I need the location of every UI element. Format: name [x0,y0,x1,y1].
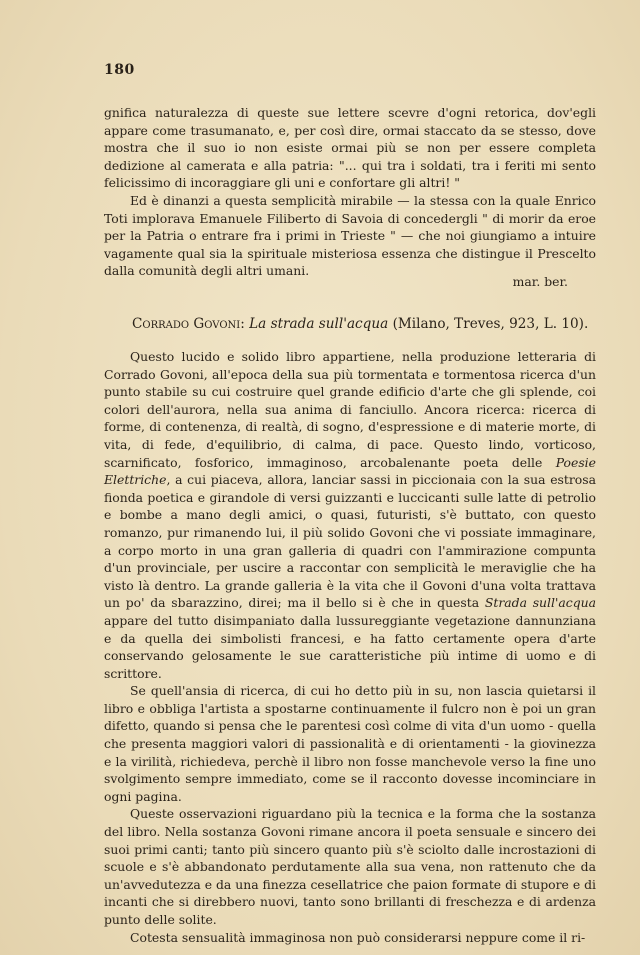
review-body [104,348,596,946]
review-paragraph: Se quell'ansia di ricerca, di cui ho detto più in su, non lascia quietarsi il libro e obbliga l'artista a spostarne continuamente il fulcro non è poi un gran difetto, quando si pensa che le parentesi così colme di vita d'un uomo - quella che presenta maggiori valori di passionalità e di orientamenti - la giovinezza e la virilità, richiedeva, perchè il libro non fosse manchevole verso la fine uno svolgimento sempre immediato, come se il racconto dovesse incominciare in ogni pagina. [104,683,596,804]
review-text: Questo lucido e solido libro appartiene, nella produzione letteraria di Corrado Govoni, all'epoca della sua più tormentata e tormentosa ricerca d'un punto stabile su cui costruire quel grande edificio d'arte che gli splende, coi colori dell'aurora, nella sua anima di fanciullo. Ancora ricerca: ricerca di forme, di contenenza, di realtà, di sogno, d'espressione e di materie morte, di vita, di fede, d'equilibrio, di calma, di pace. Questo lindo, vorticoso, scarnificato, fosforico, immaginoso, arcobalenante poeta delle [104,349,596,470]
review-paragraph: Cotesta sensualità immaginosa non può considerarsi neppure come il ri- [130,929,586,945]
review-heading [132,316,602,332]
review-publication-info: (Milano, Treves, 923, L. 10). [392,316,589,332]
review-text: appare del tutto disimpaniato dalla lussureggiante vegetazione dannunziana e da quella dei simbolisti francesi, e ha fatto certamente opera d'arte conservando gelosamente le sue caratteristiche più intime di uomo e di scrittore. [104,612,596,681]
review-author: Corrado Govoni: [132,316,245,332]
book-title-reference: Poesie Elettriche [104,454,596,488]
review-text: , a cui piaceva, allora, lanciar sassi in piccionaia con la sua estrosa fionda poetica e girandole di versi guizzanti e luccicanti sulle latte di petrolio e bombe a mano degli amici, o quasi, futuristi, s'è buttato, con questo romanzo, pur rimanendo lui, il più solido Govoni che vi possiate immaginare, a corpo morto in una gran galleria di quadri con l'ammirazione compunta d'un provinciale, per uscire a raccontar con semplicità le meraviglie che ha visto là dentro. La grande galleria è la vita che il Govoni d'una volta trattava un po' da sbarazzino, direi; ma il bello si è che in questa [104,472,596,611]
letter-excerpt [104,104,596,280]
review-paragraph: Queste osservazioni riguardano più la tecnica e la forma che la sostanza del libro. Nella sostanza Govoni rimane ancora il poeta sensuale e sincero dei suoi primi canti; tanto più sincero quanto più s'è sciolto dalle incrostazioni di scuole e s'è abbandonato perdutamente alla sua vena, non rattenuto che da un'avvedutezza e da una finezza cesellatrice che paion formate di stupore e di incanti che si direbbero nuovi, tanto sono brillanti di freschezza e di ardenza punto delle solite. [104,806,596,927]
book-title-reference: Strada sull'acqua [484,595,596,611]
letter-paragraph: Ed è dinanzi a questa semplicità mirabile — la stessa con la quale Enrico Toti implorava Emanuele Filiberto di Savoia di concedergli " di morir da eroe per la Patria o entrare fra i primi in Trieste " — che noi giungiamo a intuire vagamente qual sia la spirituale misteriosa essenza che distingue il Prescelto dalla comunità degli altri umani. [104,192,596,279]
letter-paragraph: gnifica naturalezza di queste sue lettere scevre d'ogni retorica, dov'egli appare come trasumanato, e, per così dire, ormai staccato da se stesso, dove mostra che il suo io non esiste ormai più se non per essere completa dedizione al camerata e alla patria: "... qui tra i soldati, tra i feriti mi sento felicissimo di incoraggiare gli uni e confortare gli altri! " [104,105,596,191]
review-paragraph [104,348,596,682]
page-number: 180 [104,62,135,78]
author-signature: mar. ber. [512,274,568,289]
review-book-title: La strada sull'acqua [249,316,389,332]
